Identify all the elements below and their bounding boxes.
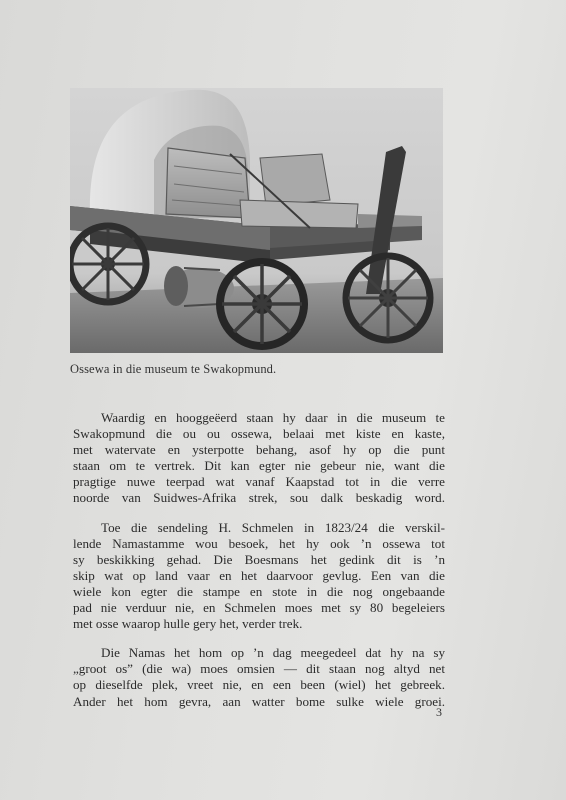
text-line: met osse waarop hulle gery het, verder trek. xyxy=(73,616,303,632)
text-line: op dieselfde plek, vreet nie, en een been (wiel) het gebreek. xyxy=(73,677,445,693)
text-line: skip wat op land vaar en het daarvoor gevlug. Een van die xyxy=(73,567,445,583)
ox-wagon-photo xyxy=(70,88,443,353)
text-line: noorde van Suidwes-Afrika strek, sou dalk beskadig word. xyxy=(73,490,445,506)
text-line: lende Namastamme wou besoek, het hy ook ’n ossewa tot xyxy=(73,535,445,551)
text-line: „groot os” (die wa) moes omsien — dit staan nog altyd net xyxy=(73,661,445,677)
text-line: wiele kon egter die stampe en stote in die nog ongebaande xyxy=(73,583,445,599)
text-line: Waardig en hooggeëerd staan hy daar in die museum te xyxy=(101,410,445,425)
wheel-rear xyxy=(70,226,146,302)
text-line: met watervate en ysterpotte behang, asof hy op die punt xyxy=(73,442,445,458)
text-line: Swakopmund die ou ou ossewa, belaai met kiste en kaste, xyxy=(73,426,445,442)
text-line: Toe die sendeling H. Schmelen in 1823/24 die verskil- xyxy=(101,519,445,535)
paragraph-schmelen xyxy=(73,520,445,633)
figure-caption: Ossewa in die museum te Swakopmund. xyxy=(70,362,277,376)
text-line: staan om te vertrek. Dit kan egter nie gebeur nie, want die xyxy=(73,458,445,474)
text-line: pragtige nuwe teerpad wat vanaf Kaapstad tot in die verre xyxy=(73,474,445,490)
text-line: Die Namas het hom op ’n dag meegedeel dat hy na sy xyxy=(101,645,445,661)
wheel-front-left xyxy=(220,262,304,346)
ox-wagon-illustration xyxy=(70,88,443,353)
paragraph-wagon-museum xyxy=(73,410,445,507)
wheel-front-right xyxy=(346,256,430,340)
paragraph-namas xyxy=(73,645,445,709)
text-line: pad nie verduur nie, en Schmelen moes met sy 80 begeleiers xyxy=(73,600,445,616)
page-number: 3 xyxy=(436,705,442,719)
text-line: sy beskikking gehad. Die Boesmans het gedink dit is ’n xyxy=(73,551,445,567)
text-line: Ander het hom gevra, aan watter bome sulke wiele groei. xyxy=(73,693,445,709)
body-text xyxy=(73,410,445,723)
